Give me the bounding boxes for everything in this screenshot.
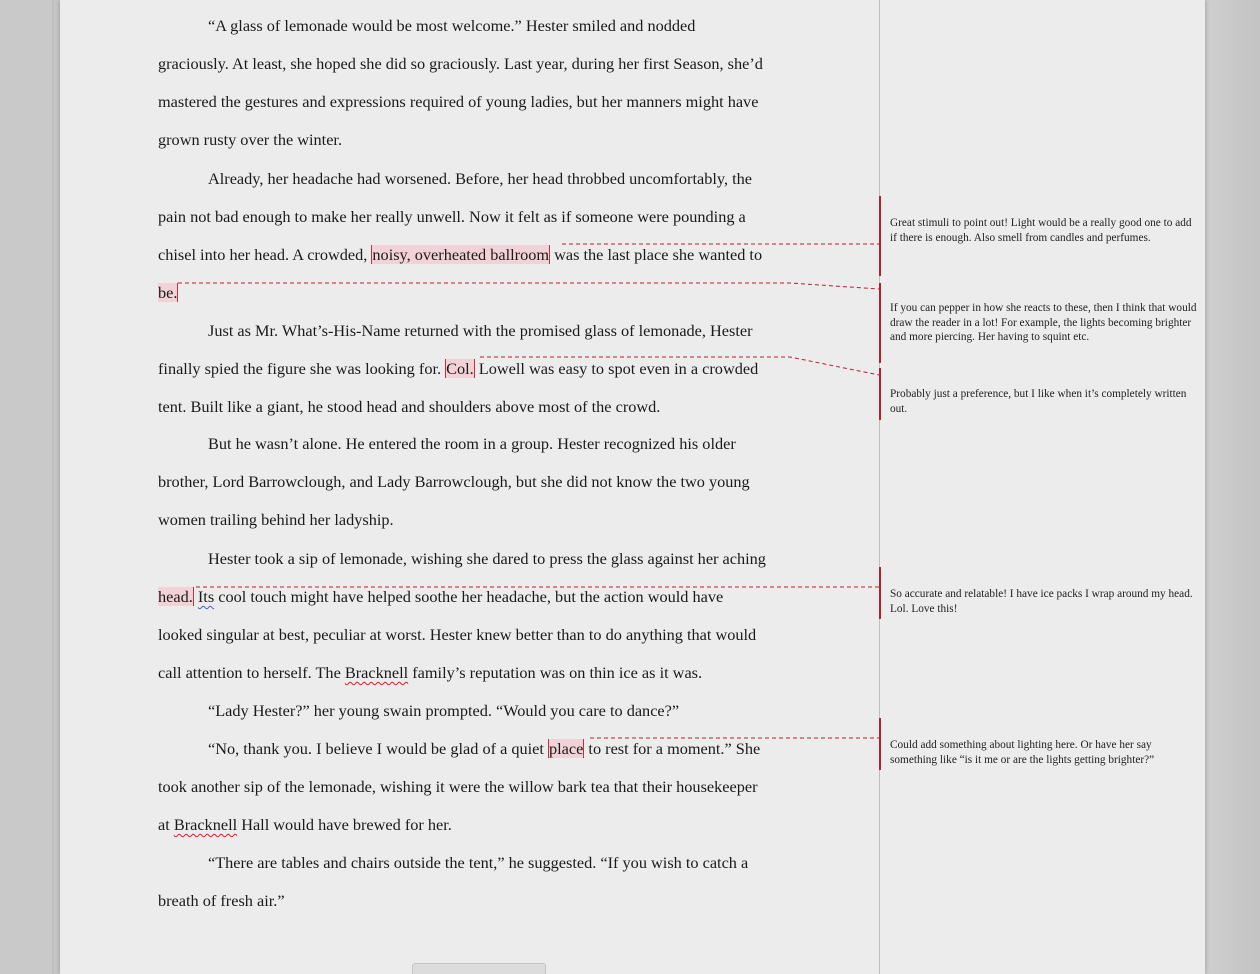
text-line[interactable]: Hester took a sip of lemonade, wishing she dared to press the glass against her aching xyxy=(208,549,766,568)
text-line[interactable]: Just as Mr. What’s-His-Name returned with the promised glass of lemonade, Hester xyxy=(208,321,753,340)
comment-highlight[interactable]: be. xyxy=(158,283,178,302)
comment-bubble[interactable]: If you can pepper in how she reacts to these, then I think that would draw the reader in a lot! For example, the lights becoming brighter and more piercing. Her having to squint etc. xyxy=(890,302,1197,343)
spelling-flag[interactable]: Bracknell xyxy=(344,663,409,682)
text-line[interactable]: looked singular at best, peculiar at worst. Hester knew better than to do anything that would xyxy=(158,625,757,644)
text-line[interactable]: graciously. At least, she hoped she did so graciously. Last year, during her first Season, she’d xyxy=(158,54,763,73)
text-line[interactable]: took another sip of the lemonade, wishing it were the willow bark tea that their housekeeper xyxy=(158,777,758,796)
text-line[interactable]: head. Its cool touch might have helped soothe her headache, but the action would have xyxy=(158,587,724,606)
text-line[interactable]: tent. Built like a giant, he stood head and shoulders above most of the crowd. xyxy=(158,397,661,416)
comment-marker[interactable] xyxy=(879,368,881,420)
comment-highlight[interactable]: place xyxy=(549,739,584,758)
text-line[interactable]: mastered the gestures and expressions required of young ladies, but her manners might have xyxy=(158,92,759,111)
page-navigation-tab[interactable] xyxy=(412,963,546,974)
page-shadow-left xyxy=(52,0,60,974)
text-line[interactable]: brother, Lord Barrowclough, and Lady Barrowclough, but she did not know the two young xyxy=(158,472,750,491)
text-line[interactable]: pain not bad enough to make her really unwell. Now it felt as if someone were pounding a xyxy=(158,207,746,226)
text-line[interactable] xyxy=(158,283,178,303)
comment-highlight[interactable]: head. xyxy=(158,587,193,606)
comment-highlight[interactable]: noisy, overheated ballroom xyxy=(372,245,550,264)
text-line[interactable]: finally spied the figure she was looking for. Col. Lowell was easy to spot even in a crowded xyxy=(158,359,759,378)
text-line[interactable]: “No, thank you. I believe I would be glad of a quiet place to rest for a moment.” She xyxy=(208,739,761,758)
comment-highlight[interactable]: Col. xyxy=(446,359,474,378)
comment-marker[interactable] xyxy=(879,567,881,619)
comment-margin-divider xyxy=(879,0,880,974)
text-line[interactable]: at Bracknell Hall would have brewed for her. xyxy=(158,815,452,834)
text-line[interactable]: breath of fresh air.” xyxy=(158,891,285,910)
text-line[interactable]: Already, her headache had worsened. Before, her head throbbed uncomfortably, the xyxy=(208,169,752,188)
text-line[interactable]: “There are tables and chairs outside the tent,” he suggested. “If you wish to catch a xyxy=(208,853,749,872)
comment-bubble[interactable]: Great stimuli to point out! Light would be a really good one to add if there is enough. Also smell from candles and perfumes. xyxy=(890,217,1192,244)
spelling-flag[interactable]: Bracknell xyxy=(173,815,238,834)
text-line[interactable]: grown rusty over the winter. xyxy=(158,130,343,149)
page-shadow-right xyxy=(1205,0,1260,974)
grammar-flag[interactable]: Its xyxy=(197,587,215,606)
comment-bubble[interactable]: Could add something about lighting here. Or have her say something like “is it me or are the lights getting brighter?” xyxy=(890,739,1155,766)
comment-bubble[interactable]: So accurate and relatable! I have ice packs I wrap around my head. Lol. Love this! xyxy=(890,588,1193,615)
text-line[interactable]: call attention to herself. The Bracknell family’s reputation was on thin ice as it was. xyxy=(158,663,703,682)
text-line[interactable]: chisel into her head. A crowded, noisy, overheated ballroom was the last place she wanted to xyxy=(158,245,763,264)
comment-marker[interactable] xyxy=(879,283,881,363)
comment-marker[interactable] xyxy=(879,718,881,770)
text-line[interactable]: But he wasn’t alone. He entered the room in a group. Hester recognized his older xyxy=(208,434,736,453)
comment-bubble[interactable]: Probably just a preference, but I like when it’s completely written out. xyxy=(890,388,1187,415)
comment-marker[interactable] xyxy=(879,196,881,276)
text-line[interactable]: women trailing behind her ladyship. xyxy=(158,510,394,529)
text-line[interactable]: “A glass of lemonade would be most welcome.” Hester smiled and nodded xyxy=(208,16,696,35)
text-line[interactable]: “Lady Hester?” her young swain prompted. “Would you care to dance?” xyxy=(208,701,680,720)
